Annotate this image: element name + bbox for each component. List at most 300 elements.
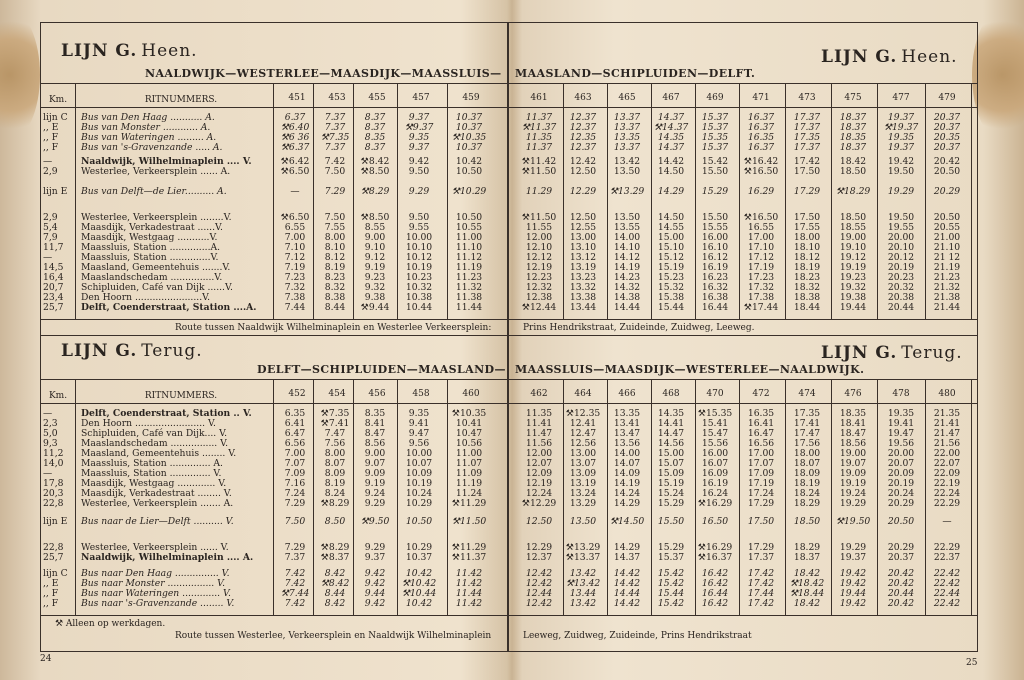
time-cell: 16.35 [747, 132, 775, 143]
time-cell: 16.50 [701, 516, 729, 527]
time-cell: 8.55 [364, 222, 386, 233]
time-cell: 20.37 [933, 112, 961, 123]
time-cell: 19.55 [887, 222, 915, 233]
stop-name: Westerlee, Verkeersplein ...... V. [81, 542, 229, 553]
stop-name: Den Hoorn .......................V. [81, 292, 211, 303]
time-cell: 10.50 [455, 166, 483, 177]
trip-number: 463 [574, 93, 592, 103]
time-cell: 9.42 [364, 568, 386, 579]
time-cell: 8.42 [324, 568, 346, 579]
time-cell: 12.29 [569, 186, 597, 197]
time-cell: 11.38 [455, 292, 483, 303]
time-cell: 19.42 [839, 568, 867, 579]
time-cell: 8.41 [364, 418, 386, 429]
time-cell: 8.37 [364, 112, 386, 123]
time-cell: 15.55 [701, 222, 729, 233]
time-cell: 19.07 [839, 458, 867, 469]
time-cell: 9.07 [364, 458, 386, 469]
trip-number: 453 [328, 93, 346, 103]
time-cell: 9.44 [364, 588, 386, 599]
time-cell: 21.56 [933, 438, 961, 449]
trip-number: 474 [798, 389, 816, 399]
left-heen-via-label: Route tussen Naaldwijk Wilhelminaplein en Westerlee Verkeersplein: [175, 323, 492, 333]
time-cell: 7.44 [284, 302, 306, 313]
time-cell: 14.37 [657, 142, 685, 153]
time-cell: 8.23 [324, 272, 346, 283]
time-cell: 15.32 [657, 282, 685, 293]
time-cell: ⚒8.37 [320, 552, 350, 563]
km-value: 5,4 [43, 222, 58, 233]
time-cell: 8.37 [364, 142, 386, 153]
time-cell: 8.00 [324, 448, 346, 459]
time-cell: 16.00 [701, 448, 729, 459]
time-cell: 20.42 [887, 568, 915, 579]
time-cell: 19.50 [887, 166, 915, 177]
time-cell: 17.50 [793, 212, 821, 223]
time-cell: 8.44 [324, 302, 346, 313]
time-cell: 9.19 [364, 262, 386, 273]
time-cell: 20.50 [933, 166, 961, 177]
time-cell: 15.09 [657, 468, 685, 479]
km-value: 22,8 [43, 542, 64, 553]
direction-label: Heen. [901, 47, 958, 67]
time-cell: 14.29 [657, 186, 685, 197]
time-cell: 19.42 [839, 578, 867, 589]
time-cell: ⚒11.37 [451, 552, 487, 563]
time-cell: 19.47 [887, 428, 915, 439]
time-cell: 15.07 [657, 458, 685, 469]
trip-number: 458 [412, 389, 430, 399]
time-cell: 9.41 [408, 418, 430, 429]
time-cell: 10.32 [405, 282, 433, 293]
time-cell: ⚒10.35 [451, 132, 487, 143]
time-cell: ⚒16.29 [697, 498, 733, 509]
time-cell: 12.42 [525, 568, 553, 579]
km-value: 2,3 [43, 418, 58, 429]
km-value: 11,2 [43, 448, 64, 459]
time-cell: 12.56 [569, 438, 597, 449]
time-cell: 7.29 [284, 542, 306, 553]
column-divider [877, 379, 878, 615]
time-cell: 20.00 [887, 448, 915, 459]
stop-name: Maassluis, Station ..............A. [81, 242, 221, 253]
time-cell: 19.10 [839, 242, 867, 253]
time-cell: 18.44 [793, 302, 821, 313]
time-cell: ⚒12.44 [521, 302, 557, 313]
time-cell: 16.00 [701, 232, 729, 243]
time-cell: ⚒6.42 [280, 156, 310, 167]
km-divider [75, 379, 76, 615]
time-cell: 22.09 [933, 468, 961, 479]
time-cell: ⚒11.29 [451, 498, 487, 509]
time-cell: 14.23 [613, 272, 641, 283]
time-cell: 11.19 [455, 478, 483, 489]
time-cell: 7.24 [284, 488, 306, 499]
trip-number: 461 [530, 93, 548, 103]
time-cell: 13.55 [613, 222, 641, 233]
direction-label: Heen. [141, 41, 198, 61]
time-cell: 18.19 [793, 262, 821, 273]
time-cell: 21.32 [933, 282, 961, 293]
time-cell: 12.29 [525, 542, 553, 553]
time-cell: 11.24 [455, 488, 483, 499]
time-cell: 8.12 [324, 252, 346, 263]
time-cell: ⚒10.29 [451, 186, 487, 197]
time-cell: 12.32 [525, 282, 553, 293]
time-cell: 9.00 [364, 448, 386, 459]
km-value: lijn E [43, 186, 68, 197]
time-cell: 13.44 [569, 588, 597, 599]
time-cell: ⚒8.42 [320, 578, 350, 589]
time-cell: ⚒10.42 [401, 578, 437, 589]
stop-name: Delft, Coenderstraat, Station ....A. [81, 302, 257, 313]
time-cell: 11.09 [455, 468, 483, 479]
time-cell: 18.37 [839, 122, 867, 133]
right-heen-route: MAASLAND—SCHIPLUIDEN—DELFT. [515, 67, 756, 80]
time-cell: 15.12 [657, 252, 685, 263]
stop-name: Maassluis, Station ..............V. [81, 252, 219, 263]
time-cell: 19.35 [887, 132, 915, 143]
stop-name: Maasdijk, Verkadestraat ......V. [81, 222, 223, 233]
time-cell: 13.23 [569, 272, 597, 283]
time-cell: 13.32 [569, 282, 597, 293]
km-value: 20,7 [43, 282, 64, 293]
time-cell: 16.56 [747, 438, 775, 449]
time-cell: 22.19 [933, 478, 961, 489]
time-cell: ⚒13.37 [565, 552, 601, 563]
stop-name: Maasdijk, Verkadestraat ........ V. [81, 488, 232, 499]
time-cell: 22.00 [933, 448, 961, 459]
rule [509, 319, 977, 320]
time-cell: 14.50 [657, 166, 685, 177]
right-heen-via-streets: Prins Hendrikstraat, Zuideinde, Zuidweg, Leeweg. [523, 323, 755, 333]
time-cell: 18.56 [839, 438, 867, 449]
time-cell: 8.07 [324, 458, 346, 469]
time-cell: ⚒16.37 [697, 552, 733, 563]
time-cell: 11.42 [455, 578, 483, 589]
time-cell: 14.37 [613, 552, 641, 563]
time-cell: 13.38 [569, 292, 597, 303]
time-cell: 15.19 [657, 262, 685, 273]
km-header: Km. [48, 391, 68, 401]
time-cell: 21.47 [933, 428, 961, 439]
lijn-label: LIJN G. [821, 47, 898, 67]
time-cell: 12.42 [525, 598, 553, 609]
time-cell: ⚒18.44 [789, 588, 825, 599]
time-cell: 7.00 [284, 448, 306, 459]
time-cell: ⚒11.42 [521, 156, 557, 167]
time-cell: 9.35 [408, 408, 430, 419]
left-terug-title [61, 341, 203, 361]
time-cell: 19.42 [887, 156, 915, 167]
time-cell: 6.55 [284, 222, 306, 233]
time-cell: ⚒11.50 [521, 166, 557, 177]
direction-label: Terug. [141, 341, 203, 361]
time-cell: 6.35 [284, 408, 306, 419]
time-cell: 9.10 [364, 242, 386, 253]
time-cell: 20.00 [887, 232, 915, 243]
left-terug-route: DELFT—SCHIPLUIDEN—MAASLAND— [257, 363, 506, 376]
time-cell: 19.24 [839, 488, 867, 499]
trip-number: 472 [752, 389, 770, 399]
time-cell: 13.24 [569, 488, 597, 499]
time-cell: 15.50 [701, 166, 729, 177]
time-cell: 8.38 [324, 292, 346, 303]
km-value: ,, F [43, 598, 59, 609]
time-cell: 9.24 [364, 488, 386, 499]
time-cell: 21.23 [933, 272, 961, 283]
time-cell: 19.23 [839, 272, 867, 283]
trip-number: 479 [938, 93, 956, 103]
stop-name: Maasland, Gemeentehuis .......V. [81, 262, 231, 273]
trip-number: 452 [288, 389, 306, 399]
time-cell: 21.44 [933, 302, 961, 313]
trip-number: 454 [328, 389, 346, 399]
time-cell: 7.19 [284, 262, 306, 273]
time-cell: 12.00 [525, 232, 553, 243]
time-cell: 10.37 [455, 142, 483, 153]
km-value: ,, F [43, 588, 59, 599]
time-cell: 17.23 [747, 272, 775, 283]
lijn-label: LIJN G. [821, 343, 898, 363]
time-cell: 13.50 [613, 166, 641, 177]
time-cell: 9.35 [408, 132, 430, 143]
rule [509, 615, 977, 616]
time-cell: 19.37 [887, 142, 915, 153]
time-cell: 18.35 [839, 408, 867, 419]
time-cell: 14.24 [613, 488, 641, 499]
stain-right [972, 10, 1024, 140]
time-cell: 8.24 [324, 488, 346, 499]
left-heen-title [61, 41, 198, 61]
time-cell: 9.37 [408, 142, 430, 153]
left-page [40, 22, 508, 652]
time-cell: 16.37 [747, 122, 775, 133]
time-cell: 18.19 [793, 478, 821, 489]
time-cell: ⚒16.50 [743, 212, 779, 223]
time-cell: 7.42 [284, 568, 306, 579]
time-cell: 19.00 [839, 232, 867, 243]
time-cell: 11.41 [525, 418, 553, 429]
time-cell: 17.19 [747, 478, 775, 489]
time-cell: 12.50 [569, 166, 597, 177]
time-cell: 15.29 [657, 498, 685, 509]
km-header: Km. [48, 95, 68, 105]
trip-number: 462 [530, 389, 548, 399]
km-divider [75, 83, 76, 319]
time-cell: 17.19 [747, 262, 775, 273]
time-cell: 17.00 [747, 232, 775, 243]
time-cell: 10.56 [455, 438, 483, 449]
left-terug-via-label: Route tussen Westerlee, Verkeersplein en Naaldwijk Wilhelminaplein [175, 631, 492, 641]
trip-number: 467 [662, 93, 680, 103]
legend-workdays: ⚒ Alleen op werkdagen. [55, 619, 166, 629]
time-cell: 10.38 [405, 292, 433, 303]
time-cell: 12.37 [569, 122, 597, 133]
time-cell: 10.29 [405, 498, 433, 509]
time-cell: 11.56 [525, 438, 553, 449]
time-cell: 15.10 [657, 242, 685, 253]
time-cell: ⚒17.44 [743, 302, 779, 313]
column-divider [739, 83, 740, 319]
time-cell: 17.42 [793, 156, 821, 167]
time-cell: 20.55 [933, 222, 961, 233]
time-cell: 14.35 [657, 408, 685, 419]
time-cell: 14.41 [657, 418, 685, 429]
time-cell: 18.41 [839, 418, 867, 429]
km-value: 2,9 [43, 212, 58, 223]
rule [509, 83, 977, 84]
time-cell: — [290, 186, 300, 197]
time-cell: 7.42 [284, 578, 306, 589]
column-divider [831, 379, 832, 615]
time-cell: 8.09 [324, 468, 346, 479]
time-cell: 16.24 [701, 488, 729, 499]
time-cell: 8.56 [364, 438, 386, 449]
time-cell: 12.42 [569, 156, 597, 167]
time-cell: 14.00 [613, 232, 641, 243]
time-cell: 7.12 [284, 252, 306, 263]
time-cell: 7.09 [284, 468, 306, 479]
time-cell: 14.42 [613, 568, 641, 579]
km-value: 11,7 [43, 242, 64, 253]
stop-name: Bus van Monster ............ A. [81, 122, 211, 133]
time-cell: 10.44 [405, 302, 433, 313]
time-cell: 19.35 [887, 408, 915, 419]
time-cell: 22.07 [933, 458, 961, 469]
time-cell: 13.50 [613, 212, 641, 223]
stop-name: Maassluis, Station .............. A. [81, 458, 223, 469]
km-value: 2,9 [43, 166, 58, 177]
time-cell: 11.32 [455, 282, 483, 293]
time-cell: 11.42 [455, 598, 483, 609]
time-cell: 19.56 [887, 438, 915, 449]
trip-number: 451 [288, 93, 306, 103]
time-cell: 11.00 [455, 232, 483, 243]
time-cell: 21.38 [933, 292, 961, 303]
time-cell: 13.47 [613, 428, 641, 439]
time-cell: 16.41 [747, 418, 775, 429]
time-cell: 14.35 [657, 132, 685, 143]
time-cell: 20.37 [887, 552, 915, 563]
time-cell: 7.56 [324, 438, 346, 449]
trip-number: 475 [844, 93, 862, 103]
time-cell: 16.07 [701, 458, 729, 469]
time-cell: 13.41 [613, 418, 641, 429]
km-value: 22,8 [43, 498, 64, 509]
time-cell: ⚒11.37 [521, 122, 557, 133]
column-divider [877, 83, 878, 319]
time-cell: 14.42 [613, 578, 641, 589]
time-cell: 15.35 [701, 132, 729, 143]
time-cell: ⚒6 36 [280, 132, 310, 143]
trip-number: 455 [368, 93, 386, 103]
stop-name: Westerlee, Verkeersplein ........V. [81, 212, 232, 223]
time-cell: 12.19 [525, 262, 553, 273]
time-cell: 15.56 [701, 438, 729, 449]
stop-name: Bus naar Monster ................ V. [81, 578, 226, 589]
km-value: 16,4 [43, 272, 64, 283]
time-cell: 22.42 [933, 568, 961, 579]
time-cell: ⚒16.42 [743, 156, 779, 167]
time-cell: ⚒6.50 [280, 212, 310, 223]
time-cell: ⚒18.42 [789, 578, 825, 589]
column-divider [785, 83, 786, 319]
time-cell: 18.50 [839, 212, 867, 223]
time-cell: 18.12 [793, 252, 821, 263]
time-cell: — [942, 516, 952, 527]
time-cell: 20.50 [887, 516, 915, 527]
stop-name: Bus van Den Haag ........... A. [81, 112, 215, 123]
time-cell: 10.19 [405, 262, 433, 273]
rule [41, 319, 507, 320]
time-cell: 9.12 [364, 252, 386, 263]
time-cell: 16.19 [701, 262, 729, 273]
time-cell: 14.00 [613, 448, 641, 459]
trip-number: 460 [462, 389, 480, 399]
time-cell: 9.42 [408, 156, 430, 167]
stop-name: Maassluis, Station .............. V. [81, 468, 222, 479]
trip-number: 478 [892, 389, 910, 399]
time-cell: 20.19 [887, 478, 915, 489]
time-cell: 19.50 [887, 212, 915, 223]
column-divider [273, 83, 274, 319]
time-cell: 10.29 [405, 542, 433, 553]
time-cell: 11.35 [525, 132, 553, 143]
ritnummers-header: RITNUMMERS. [144, 95, 218, 105]
time-cell: 17.42 [747, 568, 775, 579]
time-cell: 22.44 [933, 588, 961, 599]
time-cell: 17.47 [793, 428, 821, 439]
time-cell: 13.19 [569, 262, 597, 273]
right-terug-route: MAASSLUIS—MAASDIJK—WESTERLEE—NAALDWIJK. [515, 363, 865, 376]
time-cell: 15.47 [701, 428, 729, 439]
trip-number: 456 [368, 389, 386, 399]
time-cell: 10.41 [455, 418, 483, 429]
time-cell: 10.37 [405, 552, 433, 563]
time-cell: 10.12 [405, 252, 433, 263]
time-cell: 15.44 [657, 588, 685, 599]
time-cell: ⚒11.29 [451, 542, 487, 553]
time-cell: 20.23 [887, 272, 915, 283]
time-cell: 14.19 [613, 262, 641, 273]
time-cell: 9.42 [364, 578, 386, 589]
time-cell: ⚒13.29 [565, 542, 601, 553]
time-cell: 12.50 [525, 516, 553, 527]
time-cell: 19.38 [839, 292, 867, 303]
time-cell: 15.00 [657, 232, 685, 243]
time-cell: ⚒11.50 [521, 212, 557, 223]
stop-name: Naaldwijk, Wilhelminaplein .... V. [81, 156, 252, 167]
km-value: — [43, 252, 53, 263]
time-cell: 17.24 [747, 488, 775, 499]
time-cell: 18.29 [793, 542, 821, 553]
rule [41, 107, 507, 108]
time-cell: 8.19 [324, 478, 346, 489]
time-cell: 16.09 [701, 468, 729, 479]
time-cell: 12.12 [525, 252, 553, 263]
time-cell: 19.12 [839, 252, 867, 263]
stop-name: Schipluiden, Café van Dijk.... V. [81, 428, 228, 439]
time-cell: 12.44 [525, 588, 553, 599]
time-cell: 13.19 [569, 478, 597, 489]
time-cell: 7.37 [324, 142, 346, 153]
time-cell: 16.19 [701, 478, 729, 489]
time-cell: 17.38 [747, 292, 775, 303]
time-cell: 8.42 [324, 598, 346, 609]
km-value: 7,9 [43, 232, 58, 243]
time-cell: 8.50 [324, 516, 346, 527]
